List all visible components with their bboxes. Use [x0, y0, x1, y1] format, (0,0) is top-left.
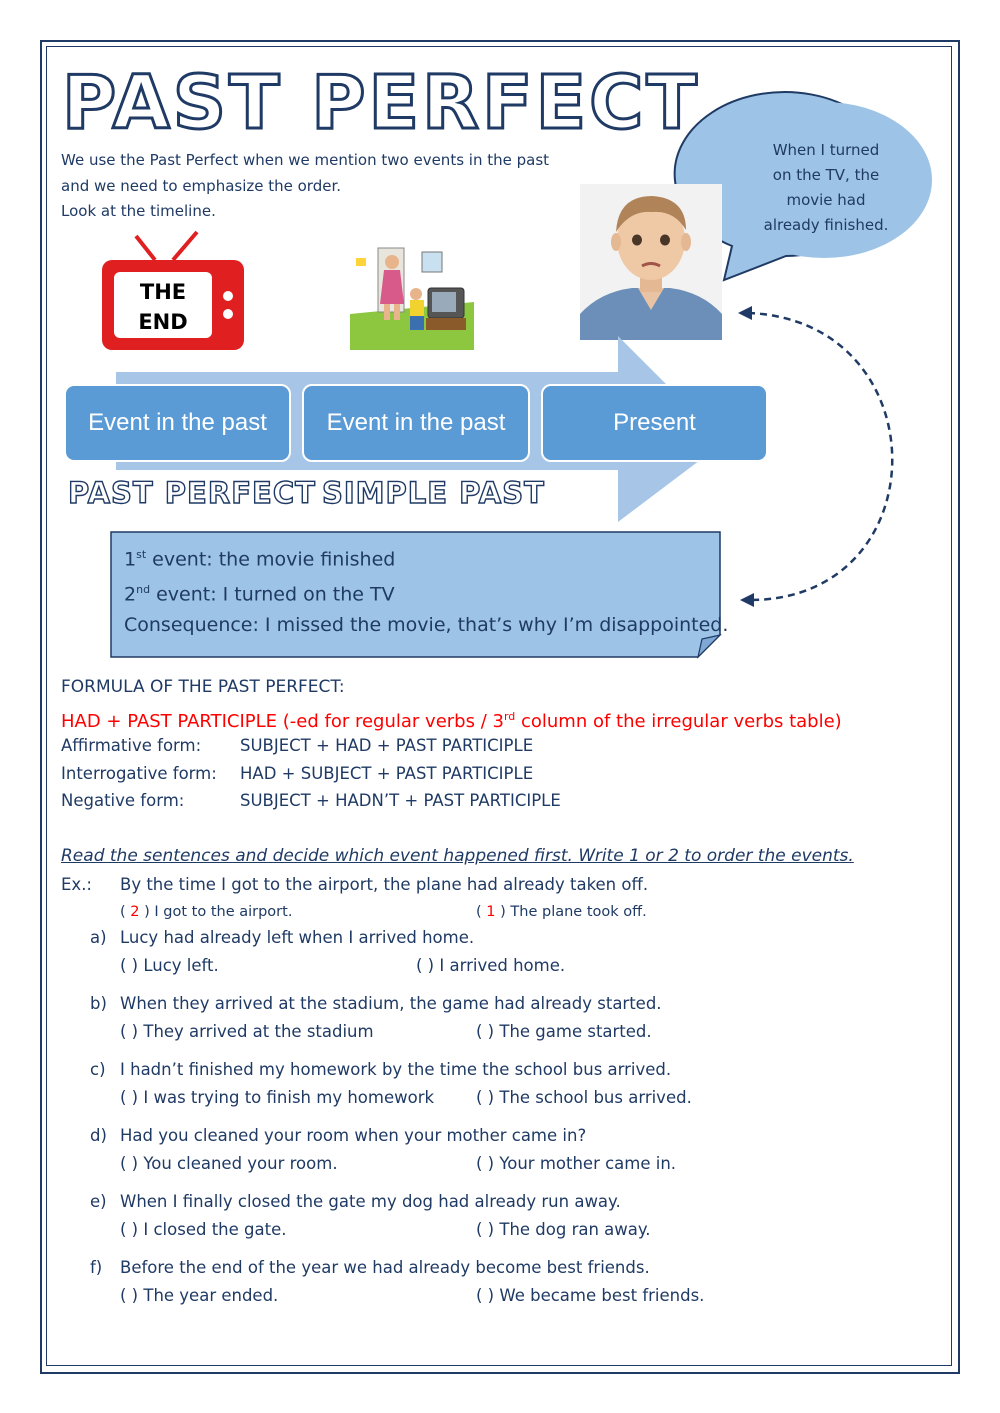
intro-line: Look at the timeline. — [61, 202, 216, 220]
timeline-box-past-2: Event in the past — [302, 384, 530, 462]
answer-option-1[interactable]: ( ) They arrived at the stadium — [120, 1022, 374, 1041]
answer-option-1[interactable]: ( ) I closed the gate. — [120, 1220, 287, 1239]
answer-option-2[interactable]: ( ) The dog ran away. — [476, 1220, 651, 1239]
exercise-item — [90, 1060, 950, 1082]
tv-end: END — [138, 310, 188, 334]
events-note-text — [124, 540, 728, 640]
formula-rule: HAD + PAST PARTICIPLE (-ed for regular verbs / 3rd column of the irregular verbs table) — [61, 710, 842, 732]
exercise-item — [90, 1258, 950, 1280]
example-sentence: Ex.: By the time I got to the airport, the plane had already taken off. — [61, 875, 649, 894]
item-letter: b) — [90, 994, 107, 1013]
item-sentence: Lucy had already left when I arrived home. — [120, 928, 475, 947]
exercise-item — [90, 1126, 950, 1148]
item-sentence: I hadn’t finished my homework by the time the school bus arrived. — [120, 1060, 672, 1079]
exercise-item — [90, 1192, 950, 1214]
item-sentence: Before the end of the year we had already become best friends. — [120, 1258, 650, 1277]
label-past-perfect: PAST PERFECT — [68, 476, 316, 510]
forms-list — [61, 732, 561, 815]
intro-line: We use the Past Perfect when we mention two events in the past — [61, 151, 550, 169]
answer-option-2[interactable]: ( ) Your mother came in. — [476, 1154, 677, 1173]
answer-option-1[interactable]: ( ) Lucy left. — [120, 956, 219, 975]
answer-option-1[interactable]: ( ) You cleaned your room. — [120, 1154, 338, 1173]
exercise-item — [90, 994, 950, 1016]
bubble-line: on the TV, the — [772, 166, 880, 184]
example-option-2: ( 1 ) The plane took off. — [476, 904, 647, 920]
tv-the: THE — [139, 280, 187, 304]
note-line-3: Consequence: I missed the movie, that’s why I’m disappointed. — [124, 613, 729, 636]
form-row: Affirmative form: SUBJECT + HAD + PAST PARTICIPLE — [61, 736, 534, 755]
note-line-2: 2nd event: I turned on the TV — [124, 582, 395, 606]
timeline-box-past-1: Event in the past — [64, 384, 291, 462]
item-letter: d) — [90, 1126, 107, 1145]
formula-heading: FORMULA OF THE PAST PERFECT: — [61, 677, 345, 697]
item-letter: c) — [90, 1060, 106, 1079]
item-sentence: Had you cleaned your room when your mother came in? — [120, 1126, 587, 1145]
answer-option-2[interactable]: ( ) The school bus arrived. — [476, 1088, 692, 1107]
answer-option-2[interactable]: ( ) I arrived home. — [416, 956, 566, 975]
intro-line: and we need to emphasize the order. — [61, 176, 342, 195]
timeline-box-present: Present — [541, 384, 768, 462]
example-option-1: ( 2 ) I got to the airport. — [120, 904, 293, 920]
item-letter: a) — [90, 928, 107, 947]
form-row: Negative form: SUBJECT + HADN’T + PAST PARTICIPLE — [61, 791, 561, 810]
note-line-1: 1st event: the movie finished — [124, 548, 396, 571]
answer-option-2[interactable]: ( ) We became best friends. — [476, 1286, 705, 1305]
formula-section — [61, 672, 842, 737]
form-row: Interrogative form: HAD + SUBJECT + PAST PARTICIPLE — [61, 763, 534, 783]
item-sentence: When they arrived at the stadium, the game had already started. — [120, 994, 662, 1013]
label-simple-past: SIMPLE PAST — [322, 476, 545, 510]
bubble-line: When I turned — [772, 141, 880, 159]
bubble-line: movie had — [786, 191, 866, 209]
bubble-line: already finished. — [763, 216, 889, 234]
exercise-instruction: Read the sentences and decide which event happened first. Write 1 or 2 to order the events. — [61, 846, 854, 866]
page-title-text: PAST PERFECT — [62, 60, 700, 140]
answer-option-1[interactable]: ( ) The year ended. — [120, 1286, 279, 1305]
item-sentence: When I finally closed the gate my dog had already run away. — [120, 1192, 621, 1211]
exercise-item — [90, 928, 950, 950]
item-letter: f) — [90, 1258, 103, 1277]
answer-option-2[interactable]: ( ) The game started. — [476, 1022, 652, 1041]
answer-option-1[interactable]: ( ) I was trying to finish my homework — [120, 1088, 435, 1107]
item-letter: e) — [90, 1192, 107, 1211]
